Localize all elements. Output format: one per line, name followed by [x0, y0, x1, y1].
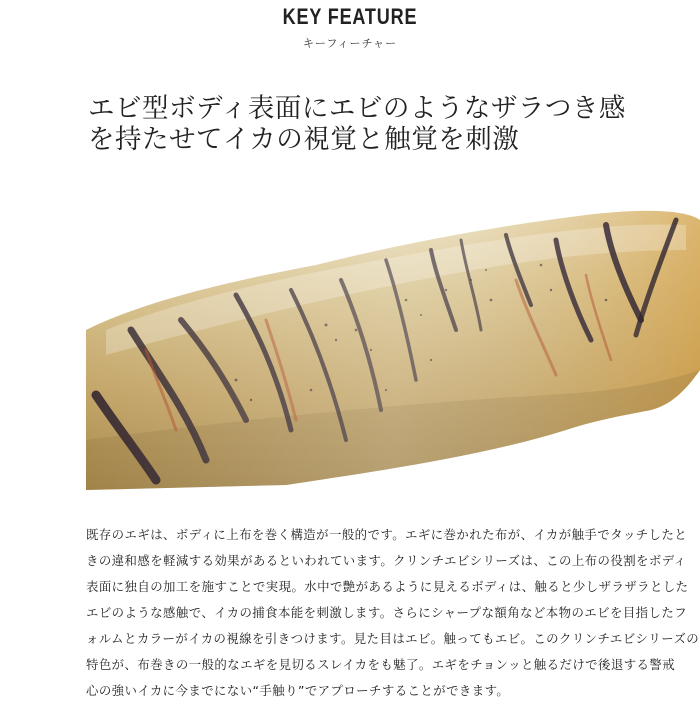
lure-body-illustration	[86, 180, 700, 490]
section-subtitle: キーフィーチャー	[302, 37, 398, 50]
section-title: KEY FEATURE	[282, 4, 418, 29]
headline-line-2: を持たせてイカの視覚と触覚を刺激	[88, 124, 520, 155]
body-description	[86, 522, 700, 704]
body-line-1: 既存のエギは、ボディに上布を巻く構造が一般的です。エギに巻かれた布が、イカが触手でタッチしたと	[86, 527, 688, 542]
headline-line-1: エビ型ボディ表面にエビのようなザラつき感	[88, 93, 626, 124]
headline	[88, 93, 668, 155]
body-line-3: 表面に独自の加工を施すことで実現。水中で艶があるように見えるボディは、触ると少しザラザラとした	[86, 579, 689, 594]
lure-body	[86, 180, 700, 490]
hero-lure-image	[86, 180, 700, 490]
body-line-4: エビのような感触で、イカの捕食本能を刺激します。さらにシャープな額角など本物のエビを目指したフ	[86, 605, 688, 620]
body-line-5: ォルムとカラーがイカの視線を引きつけます。見た目はエビ。触ってもエビ。このクリンチエビシリーズの	[86, 631, 700, 646]
body-line-6: 特色が、布巻きの一般的なエギを見切るスレイカをも魅了。エギをチョンッと触るだけで後退する警戒	[86, 657, 676, 672]
body-line-2: きの違和感を軽減する効果があるといわれています。クリンチエビシリーズは、この上布の役割をボディ	[86, 553, 687, 568]
body-line-7: 心の強いイカに今までにない“手触り”でアプローチすることができます。	[86, 683, 510, 698]
